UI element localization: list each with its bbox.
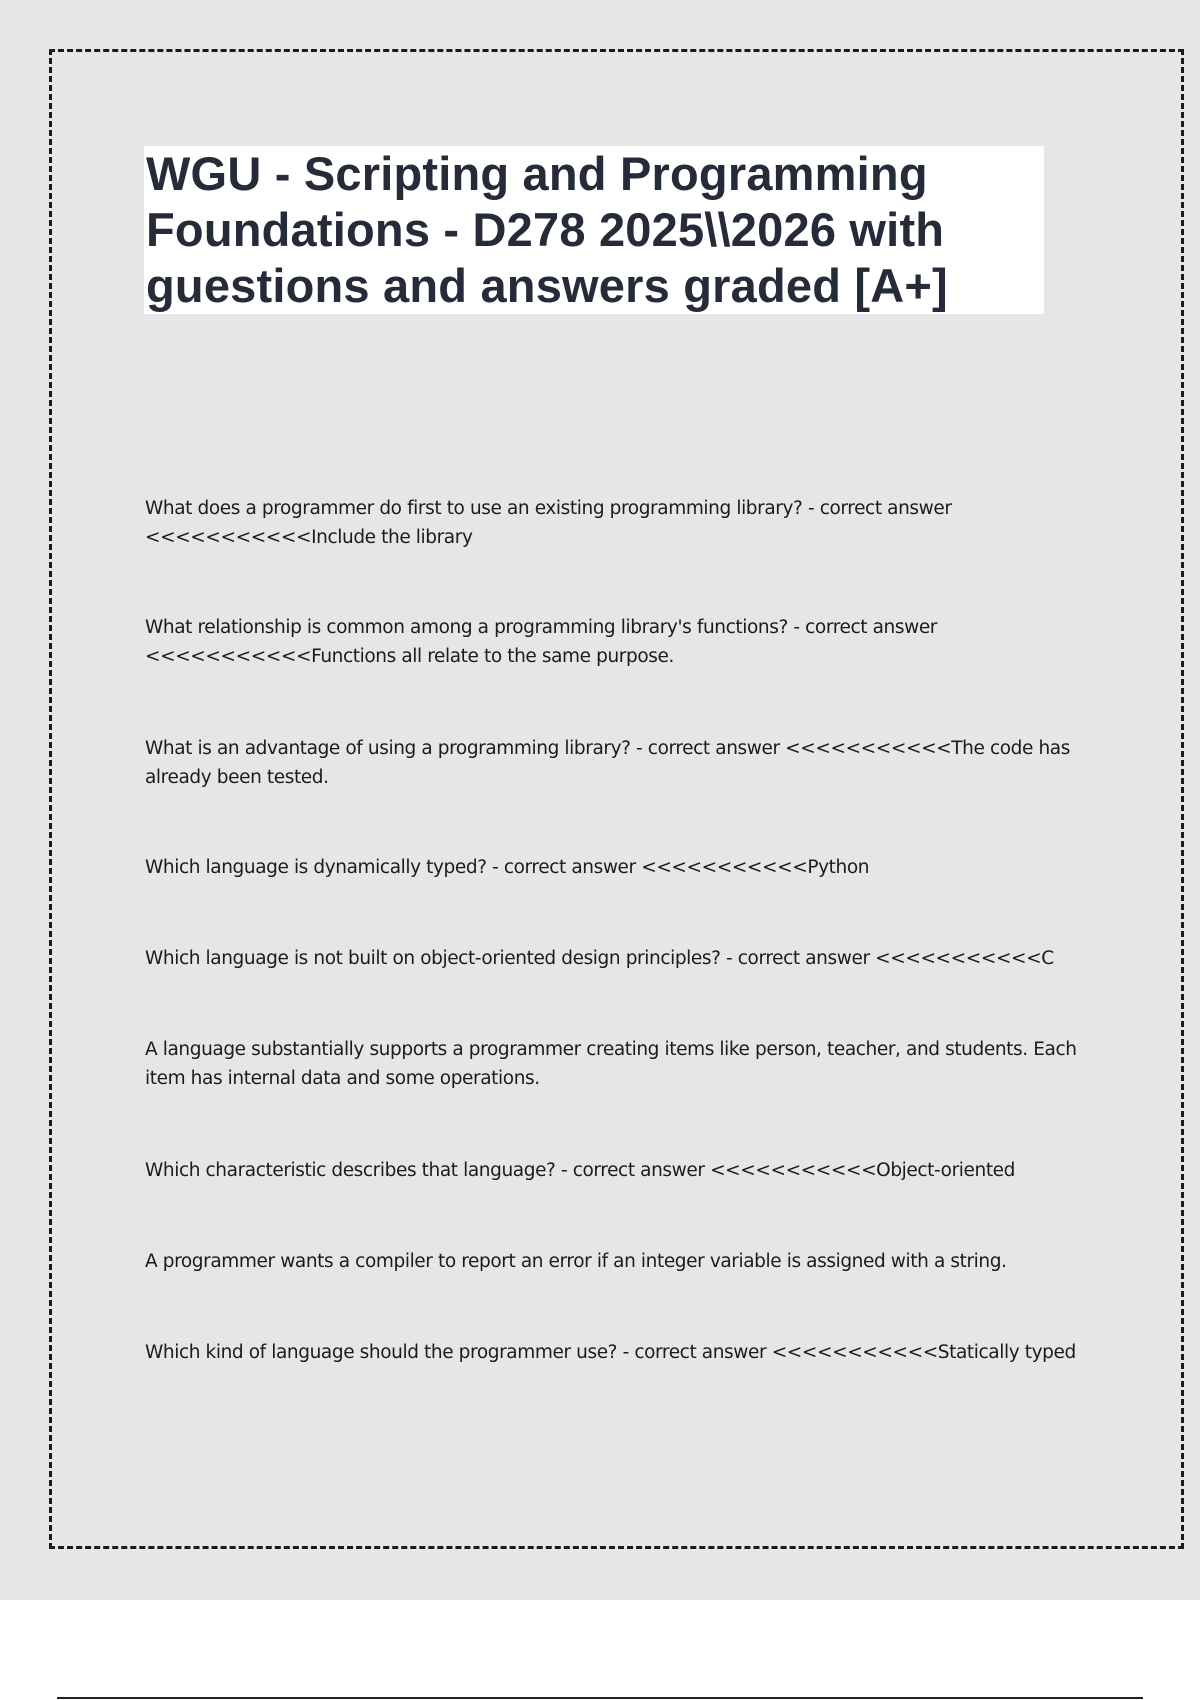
qa-item-6: A language substantially supports a programmer creating items like person, teacher, and students. Each item has internal data and some operations. [145, 1039, 1077, 1089]
qa-item-4: Which language is dynamically typed? - correct answer <<<<<<<<<<<Python [145, 857, 870, 878]
qa-item-7: Which characteristic describes that language? - correct answer <<<<<<<<<<<Object-oriented [145, 1160, 1015, 1181]
qa-item-9: Which kind of language should the programmer use? - correct answer <<<<<<<<<<<Statically typed [145, 1342, 1076, 1363]
footer-rule [57, 1697, 1143, 1699]
qa-item-5: Which language is not built on object-oriented design principles? - correct answer <<<<<<<<<<<C [145, 948, 1054, 969]
qa-item-2: What relationship is common among a programming library's functions? - correct answer <<<<<<<<<<<Functions all relate to the same purpose. [145, 617, 938, 667]
qa-item-8: A programmer wants a compiler to report an error if an integer variable is assigned with a string. [145, 1251, 1007, 1272]
qa-item-1: What does a programmer do first to use an existing programming library? - correct answer <<<<<<<<<<<Include the library [145, 498, 952, 548]
document-title: WGU - Scripting and Programming Foundations - D278 2025\\2026 with guestions and answers graded [A+] [146, 147, 948, 312]
qa-item-3: What is an advantage of using a programming library? - correct answer <<<<<<<<<<<The code has already been tested. [145, 738, 1070, 788]
